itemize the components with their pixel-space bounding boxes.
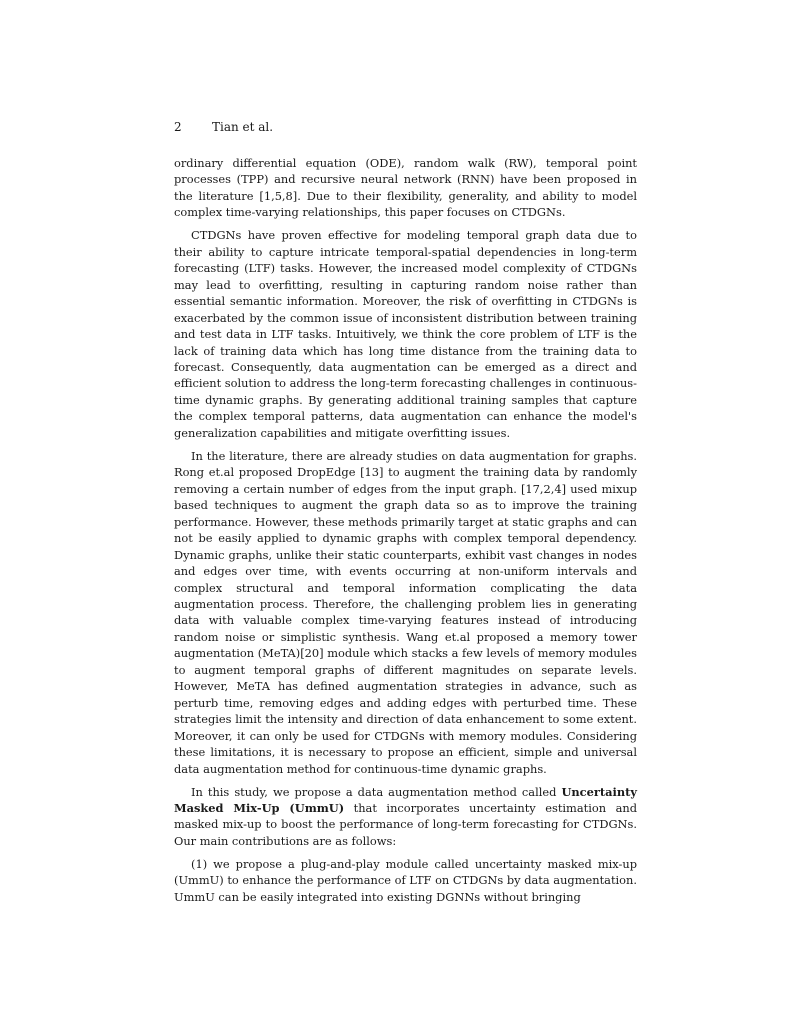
paragraph-related-work: In the literature, there are already studies on data augmentation for graphs. Rong et.al proposed DropEdge [13] to augment the training data by randomly removing a certain number of edges from the input graph. [17,2,4] used mixup based techniques to augment the graph data so as to improve the training performance. However, these methods primarily target at static graphs and can not be easily applied to dynamic graphs with complex temporal dependency. Dynamic graphs, unlike their static counterparts, exhibit vast changes in nodes and edges over time, with events occurring at non-uniform intervals and complex structural and temporal information complicating the data augmentation process. Therefore, the challenging problem lies in generating data with valuable complex time-varying features instead of introducing random noise or simplistic synthesis. Wang et.al proposed a memory tower augmentation (MeTA)[20] module which stacks a few levels of memory modules to augment temporal graphs of different magnitudes on separate levels. However, MeTA has defined augmentation strategies in advance, such as perturb time, removing edges and adding edges with perturbed time. These strategies limit the intensity and direction of data enhancement to some extent. Moreover, it can only be used for CTDGNs with memory modules. Considering these limitations, it is necessary to propose an efficient, simple and universal data augmentation method for continuous-time dynamic graphs.: [174, 448, 637, 776]
running-head: [174, 119, 273, 135]
paragraph-this-study: [174, 784, 637, 850]
paragraph-continuation: ordinary differential equation (ODE), random walk (RW), temporal point processes (TPP) and recursive neural network (RNN) have been proposed in the literature [1,5,8]. Due to their flexibility, generality, and ability to model complex time-varying relationships, this paper focuses on CTDGNs.: [174, 156, 637, 220]
paragraph-this-study-intro: In this study, we propose a data augmentation method called: [191, 784, 562, 799]
method-name: Uncertainty Masked Mix-Up (UmmU): [174, 784, 637, 815]
page-number: 2: [174, 120, 182, 134]
body-text: [174, 155, 637, 912]
paragraph-ctdgn-overfitting: CTDGNs have proven effective for modeling temporal graph data due to their ability to capture intricate temporal-spatial dependencies in long-term forecasting (LTF) tasks. However, the increased model complexity of CTDGNs may lead to overfitting, resulting in capturing random noise rather than essential semantic information. Moreover, the risk of overfitting in CTDGNs is exacerbated by the common issue of inconsistent distribution between training and test data in LTF tasks. Intuitively, we think the core problem of LTF is the lack of training data which has long time distance from the training data to forecast. Consequently, data augmentation can be emerged as a direct and efficient solution to address the long-term forecasting challenges in continuous-time dynamic graphs. By generating additional training samples that capture the complex temporal patterns, data augmentation can enhance the model's generalization capabilities and mitigate overfitting issues.: [174, 228, 637, 440]
running-title: Tian et al.: [212, 120, 274, 134]
paragraph-contribution-1: (1) we propose a plug-and-play module called uncertainty masked mix-up (UmmU) to enhance the performance of LTF on CTDGNs by data augmentation. UmmU can be easily integrated into existing DGNNs without bringing: [174, 856, 637, 904]
paragraph-this-study-rest: that incorporates uncertainty estimation and masked mix-up to boost the performance of long-term forecasting for CTDGNs. Our main contributions are as follows:: [174, 801, 637, 848]
